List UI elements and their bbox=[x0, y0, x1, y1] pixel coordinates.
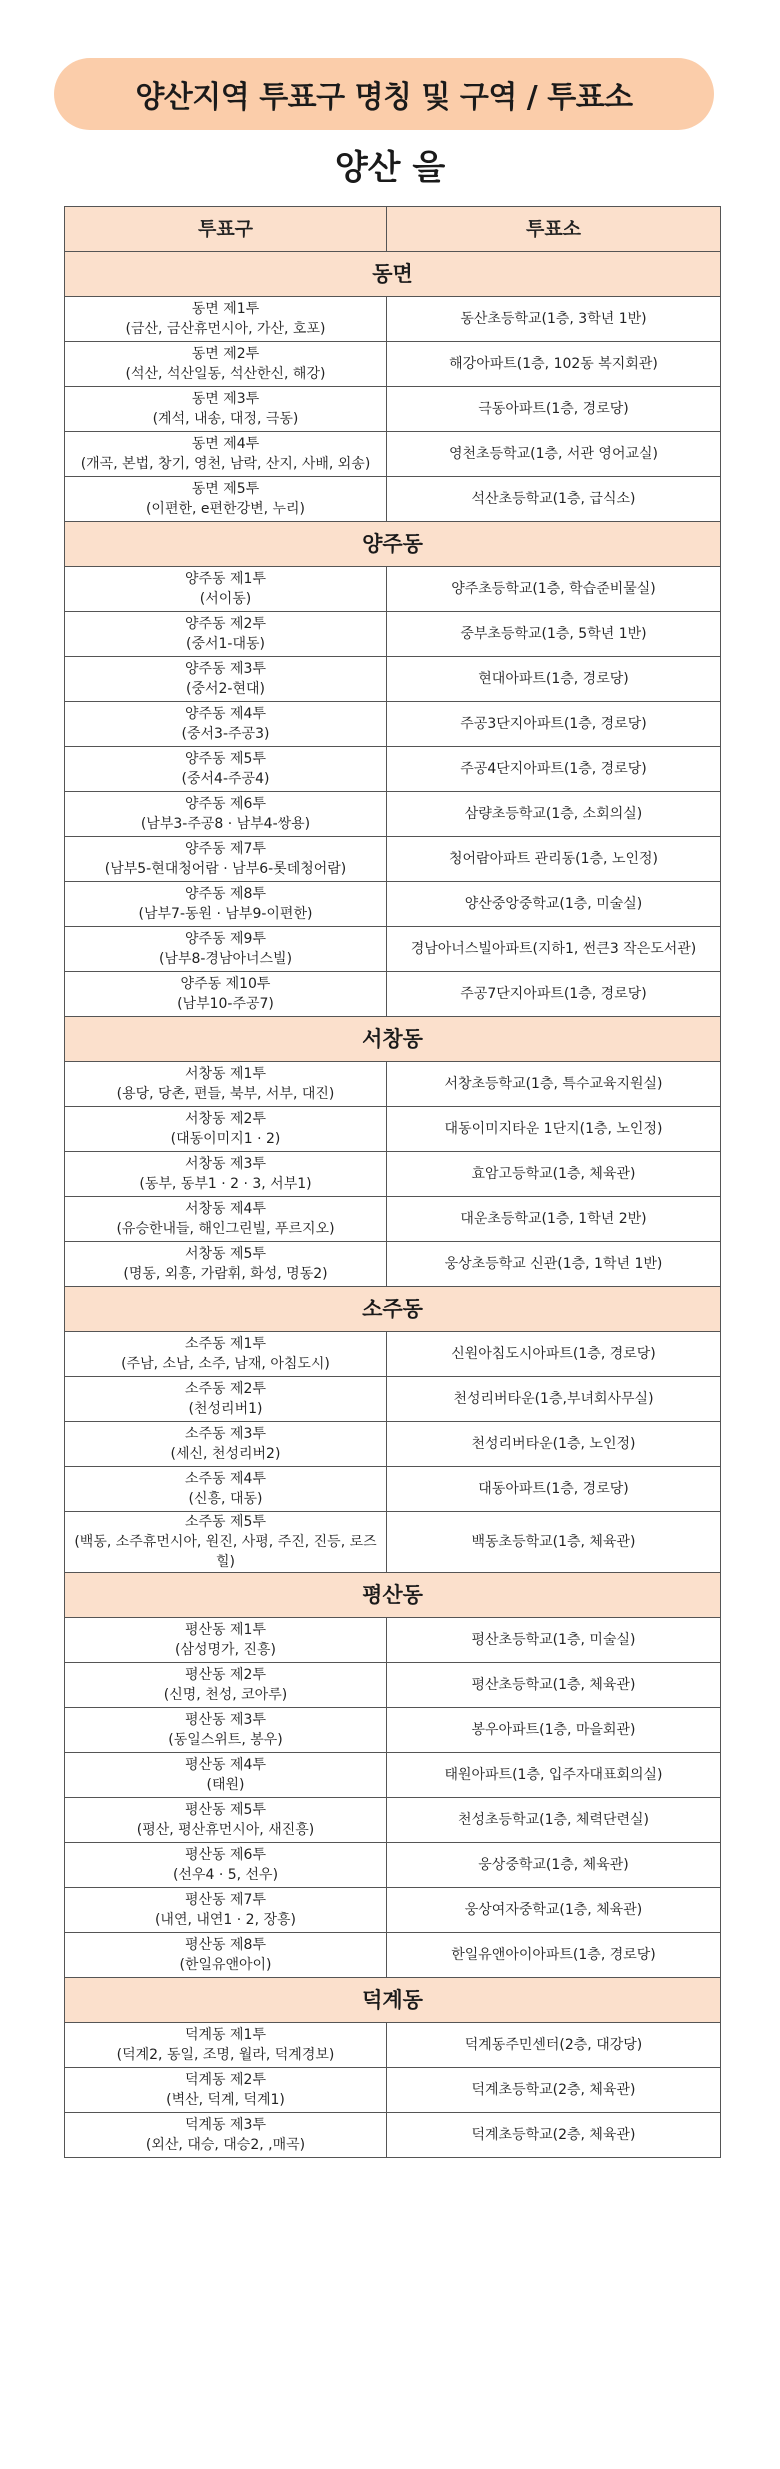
district-name: 서창동 제5투 bbox=[185, 1246, 266, 1262]
table-row bbox=[65, 1618, 721, 1663]
district-cell bbox=[65, 1618, 387, 1663]
district-name: 서창동 제2투 bbox=[185, 1111, 266, 1127]
polling-place-cell: 극동아파트(1층, 경로당) bbox=[387, 387, 721, 432]
table-row bbox=[65, 612, 721, 657]
district-cell bbox=[65, 927, 387, 972]
district-area: (동일스위트, 봉우) bbox=[168, 1732, 283, 1748]
table-row bbox=[65, 342, 721, 387]
table-row bbox=[65, 747, 721, 792]
polling-place-cell: 덕계초등학교(2층, 체육관) bbox=[387, 2068, 721, 2113]
section-row bbox=[65, 522, 721, 567]
table-row bbox=[65, 1663, 721, 1708]
polling-place-cell: 대동아파트(1층, 경로당) bbox=[387, 1467, 721, 1512]
polling-place-cell: 한일유앤아이아파트(1층, 경로당) bbox=[387, 1933, 721, 1978]
section-name: 덕계동 bbox=[65, 1978, 721, 2023]
district-area: (백동, 소주휴먼시아, 원진, 사평, 주진, 진등, 로즈힐) bbox=[74, 1534, 377, 1570]
district-cell bbox=[65, 972, 387, 1017]
district-area: (이편한, e편한강변, 누리) bbox=[145, 501, 306, 517]
district-name: 동면 제4투 bbox=[191, 436, 260, 452]
polling-table bbox=[64, 206, 721, 2158]
district-name: 양주동 제5투 bbox=[185, 751, 266, 767]
table-row bbox=[65, 432, 721, 477]
table-header-row bbox=[65, 207, 721, 252]
district-name: 덕계동 제3투 bbox=[185, 2117, 266, 2133]
polling-place-cell: 해강아파트(1층, 102동 복지회관) bbox=[387, 342, 721, 387]
district-cell bbox=[65, 1107, 387, 1152]
table-row bbox=[65, 1798, 721, 1843]
district-area: (유승한내들, 해인그린빌, 푸르지오) bbox=[116, 1221, 335, 1237]
table-row bbox=[65, 1107, 721, 1152]
district-area: (신명, 천성, 코아루) bbox=[163, 1687, 288, 1703]
district-area: (외산, 대승, 대승2, ,매곡) bbox=[145, 2137, 306, 2153]
district-name: 양주동 제7투 bbox=[185, 841, 266, 857]
district-cell bbox=[65, 657, 387, 702]
section-row bbox=[65, 1573, 721, 1618]
polling-place-cell: 삼량초등학교(1층, 소회의실) bbox=[387, 792, 721, 837]
district-name: 동면 제3투 bbox=[191, 391, 260, 407]
polling-place-cell: 평산초등학교(1층, 체육관) bbox=[387, 1663, 721, 1708]
title-banner bbox=[54, 58, 714, 130]
table-row bbox=[65, 1467, 721, 1512]
district-cell bbox=[65, 1332, 387, 1377]
section-row bbox=[65, 1287, 721, 1332]
district-name: 평산동 제4투 bbox=[185, 1757, 266, 1773]
polling-place-cell: 태원아파트(1층, 입주자대표회의실) bbox=[387, 1753, 721, 1798]
district-area: (주남, 소남, 소주, 남재, 아침도시) bbox=[121, 1356, 330, 1372]
district-cell bbox=[65, 882, 387, 927]
district-cell bbox=[65, 2023, 387, 2068]
header-polling-place: 투표소 bbox=[387, 207, 721, 252]
district-cell bbox=[65, 792, 387, 837]
district-cell bbox=[65, 2068, 387, 2113]
district-area: (석산, 석산일동, 석산한신, 해강) bbox=[125, 366, 326, 382]
district-area: (남부5-현대청어람 · 남부6-롯데청어람) bbox=[104, 861, 347, 877]
section-name: 서창동 bbox=[65, 1017, 721, 1062]
district-area: (세신, 천성리버2) bbox=[170, 1446, 281, 1462]
polling-place-cell: 대운초등학교(1층, 1학년 2반) bbox=[387, 1197, 721, 1242]
table-row bbox=[65, 1242, 721, 1287]
district-name: 양주동 제10투 bbox=[180, 976, 271, 992]
district-cell bbox=[65, 1798, 387, 1843]
district-cell bbox=[65, 1377, 387, 1422]
polling-place-cell: 동산초등학교(1층, 3학년 1반) bbox=[387, 297, 721, 342]
district-cell bbox=[65, 1843, 387, 1888]
district-area: (평산, 평산휴먼시아, 새진흥) bbox=[136, 1822, 315, 1838]
district-name: 서창동 제1투 bbox=[185, 1066, 266, 1082]
district-name: 양주동 제4투 bbox=[185, 706, 266, 722]
district-area: (천성리버1) bbox=[188, 1401, 263, 1417]
district-name: 평산동 제6투 bbox=[185, 1847, 266, 1863]
district-cell bbox=[65, 1708, 387, 1753]
district-name: 소주동 제1투 bbox=[185, 1336, 266, 1352]
district-area: (동부, 동부1 · 2 · 3, 서부1) bbox=[139, 1176, 312, 1192]
district-cell bbox=[65, 2113, 387, 2158]
district-area: (선우4 · 5, 선우) bbox=[172, 1867, 279, 1883]
district-name: 소주동 제3투 bbox=[185, 1426, 266, 1442]
polling-place-cell: 천성초등학교(1층, 체력단련실) bbox=[387, 1798, 721, 1843]
section-name: 소주동 bbox=[65, 1287, 721, 1332]
district-area: (중서1-대동) bbox=[186, 636, 265, 652]
district-area: (한일유앤아이) bbox=[179, 1957, 272, 1973]
district-area: (중서3-주공3) bbox=[181, 726, 270, 742]
table-row bbox=[65, 567, 721, 612]
table-row bbox=[65, 1422, 721, 1467]
polling-place-cell: 천성리버타운(1층, 노인정) bbox=[387, 1422, 721, 1467]
table-row bbox=[65, 1888, 721, 1933]
district-name: 양주동 제1투 bbox=[185, 571, 266, 587]
page-title: 양산지역 투표구 명칭 및 구역 / 투표소 bbox=[135, 80, 633, 115]
polling-place-cell: 웅상중학교(1층, 체육관) bbox=[387, 1843, 721, 1888]
district-name: 평산동 제3투 bbox=[185, 1712, 266, 1728]
district-name: 평산동 제1투 bbox=[185, 1622, 266, 1638]
district-name: 평산동 제7투 bbox=[185, 1892, 266, 1908]
district-cell bbox=[65, 612, 387, 657]
table-row bbox=[65, 837, 721, 882]
district-cell bbox=[65, 387, 387, 432]
table-row bbox=[65, 1197, 721, 1242]
district-area: (대동이미지1 · 2) bbox=[170, 1131, 281, 1147]
district-area: (용당, 당촌, 편들, 북부, 서부, 대진) bbox=[116, 1086, 335, 1102]
polling-place-cell: 효암고등학교(1층, 체육관) bbox=[387, 1152, 721, 1197]
table-row bbox=[65, 792, 721, 837]
district-name: 양주동 제9투 bbox=[185, 931, 266, 947]
district-name: 덕계동 제2투 bbox=[185, 2072, 266, 2088]
district-name: 서창동 제3투 bbox=[185, 1156, 266, 1172]
district-area: (남부8-경남아너스빌) bbox=[158, 951, 293, 967]
polling-place-cell: 신원아침도시아파트(1층, 경로당) bbox=[387, 1332, 721, 1377]
polling-place-cell: 주공3단지아파트(1층, 경로당) bbox=[387, 702, 721, 747]
polling-place-cell: 덕계초등학교(2층, 체육관) bbox=[387, 2113, 721, 2158]
district-cell bbox=[65, 1888, 387, 1933]
district-name: 소주동 제5투 bbox=[185, 1514, 266, 1530]
section-name: 동면 bbox=[65, 252, 721, 297]
table-row bbox=[65, 1843, 721, 1888]
section-row bbox=[65, 1978, 721, 2023]
table-row bbox=[65, 1377, 721, 1422]
district-cell bbox=[65, 1663, 387, 1708]
table-row bbox=[65, 1152, 721, 1197]
polling-place-cell: 영천초등학교(1층, 서관 영어교실) bbox=[387, 432, 721, 477]
polling-place-cell: 천성리버타운(1층,부녀회사무실) bbox=[387, 1377, 721, 1422]
district-name: 소주동 제4투 bbox=[185, 1471, 266, 1487]
district-area: (개곡, 본법, 창기, 영천, 남락, 산지, 사배, 외송) bbox=[80, 456, 371, 472]
district-name: 양주동 제3투 bbox=[185, 661, 266, 677]
district-cell bbox=[65, 1197, 387, 1242]
district-cell bbox=[65, 1467, 387, 1512]
district-area: (남부10-주공7) bbox=[177, 996, 274, 1012]
district-cell bbox=[65, 432, 387, 477]
district-area: (계석, 내송, 대정, 극동) bbox=[152, 411, 299, 427]
district-area: (중서2-현대) bbox=[186, 681, 265, 697]
table-row bbox=[65, 882, 721, 927]
table-row bbox=[65, 1062, 721, 1107]
table-row bbox=[65, 2113, 721, 2158]
polling-place-cell: 청어람아파트 관리동(1층, 노인정) bbox=[387, 837, 721, 882]
district-name: 양주동 제8투 bbox=[185, 886, 266, 902]
table-row bbox=[65, 2023, 721, 2068]
polling-place-cell: 중부초등학교(1층, 5학년 1반) bbox=[387, 612, 721, 657]
polling-place-cell: 웅상초등학교 신관(1층, 1학년 1반) bbox=[387, 1242, 721, 1287]
polling-place-cell: 평산초등학교(1층, 미술실) bbox=[387, 1618, 721, 1663]
table-row bbox=[65, 657, 721, 702]
polling-place-cell: 경남아너스빌아파트(지하1, 썬큰3 작은도서관) bbox=[387, 927, 721, 972]
district-cell bbox=[65, 1242, 387, 1287]
district-area: (태원) bbox=[206, 1777, 245, 1793]
table-row bbox=[65, 1708, 721, 1753]
district-cell bbox=[65, 1512, 387, 1573]
district-cell bbox=[65, 1753, 387, 1798]
district-cell bbox=[65, 837, 387, 882]
page-subtitle: 양산 을 bbox=[334, 148, 446, 188]
table-row bbox=[65, 387, 721, 432]
table-row bbox=[65, 297, 721, 342]
district-cell bbox=[65, 747, 387, 792]
table-row bbox=[65, 972, 721, 1017]
polling-place-cell: 양산중앙중학교(1층, 미술실) bbox=[387, 882, 721, 927]
table-row bbox=[65, 927, 721, 972]
table-row bbox=[65, 1753, 721, 1798]
district-cell bbox=[65, 477, 387, 522]
district-area: (금산, 금산휴먼시아, 가산, 호포) bbox=[125, 321, 326, 337]
section-row bbox=[65, 1017, 721, 1062]
district-area: (남부7-동원 · 남부9-이편한) bbox=[138, 906, 313, 922]
header-district: 투표구 bbox=[65, 207, 387, 252]
polling-place-cell: 백동초등학교(1층, 체육관) bbox=[387, 1512, 721, 1573]
section-name: 양주동 bbox=[65, 522, 721, 567]
district-area: (내연, 내연1 · 2, 장흥) bbox=[154, 1912, 297, 1928]
district-area: (중서4-주공4) bbox=[181, 771, 270, 787]
district-cell bbox=[65, 1062, 387, 1107]
polling-place-cell: 주공7단지아파트(1층, 경로당) bbox=[387, 972, 721, 1017]
polling-place-cell: 봉우아파트(1층, 마을회관) bbox=[387, 1708, 721, 1753]
district-cell bbox=[65, 1422, 387, 1467]
district-area: (벽산, 덕계, 덕계1) bbox=[166, 2092, 285, 2108]
table-row bbox=[65, 1512, 721, 1573]
district-area: (삼성명가, 진흥) bbox=[175, 1642, 276, 1658]
district-name: 소주동 제2투 bbox=[185, 1381, 266, 1397]
district-area: (남부3-주공8 · 남부4-쌍용) bbox=[140, 816, 311, 832]
polling-place-cell: 웅상여자중학교(1층, 체육관) bbox=[387, 1888, 721, 1933]
section-row bbox=[65, 252, 721, 297]
district-name: 서창동 제4투 bbox=[185, 1201, 266, 1217]
table-row bbox=[65, 477, 721, 522]
district-area: (명동, 외흥, 가람휘, 화성, 명동2) bbox=[123, 1266, 328, 1282]
district-cell bbox=[65, 342, 387, 387]
district-name: 양주동 제2투 bbox=[185, 616, 266, 632]
district-area: (덕계2, 동일, 조명, 월라, 덕계경보) bbox=[116, 2047, 335, 2063]
district-cell bbox=[65, 297, 387, 342]
polling-place-cell: 현대아파트(1층, 경로당) bbox=[387, 657, 721, 702]
table-row bbox=[65, 1933, 721, 1978]
district-name: 동면 제2투 bbox=[191, 346, 260, 362]
polling-place-cell: 덕계동주민센터(2층, 대강당) bbox=[387, 2023, 721, 2068]
district-name: 양주동 제6투 bbox=[185, 796, 266, 812]
district-name: 평산동 제5투 bbox=[185, 1802, 266, 1818]
table-row bbox=[65, 2068, 721, 2113]
polling-place-cell: 서창초등학교(1층, 특수교육지원실) bbox=[387, 1062, 721, 1107]
table-row bbox=[65, 702, 721, 747]
district-name: 평산동 제8투 bbox=[185, 1937, 266, 1953]
polling-place-cell: 석산초등학교(1층, 급식소) bbox=[387, 477, 721, 522]
table-body bbox=[65, 252, 721, 2158]
district-name: 평산동 제2투 bbox=[185, 1667, 266, 1683]
district-cell bbox=[65, 1933, 387, 1978]
district-name: 동면 제5투 bbox=[191, 481, 260, 497]
district-name: 덕계동 제1투 bbox=[185, 2027, 266, 2043]
section-name: 평산동 bbox=[65, 1573, 721, 1618]
district-cell bbox=[65, 702, 387, 747]
polling-place-cell: 주공4단지아파트(1층, 경로당) bbox=[387, 747, 721, 792]
table-row bbox=[65, 1332, 721, 1377]
district-area: (신흥, 대동) bbox=[188, 1491, 263, 1507]
district-area: (서이동) bbox=[199, 591, 252, 607]
polling-place-cell: 양주초등학교(1층, 학습준비물실) bbox=[387, 567, 721, 612]
polling-place-cell: 대동이미지타운 1단지(1층, 노인정) bbox=[387, 1107, 721, 1152]
district-cell bbox=[65, 1152, 387, 1197]
district-name: 동면 제1투 bbox=[191, 301, 260, 317]
district-cell bbox=[65, 567, 387, 612]
